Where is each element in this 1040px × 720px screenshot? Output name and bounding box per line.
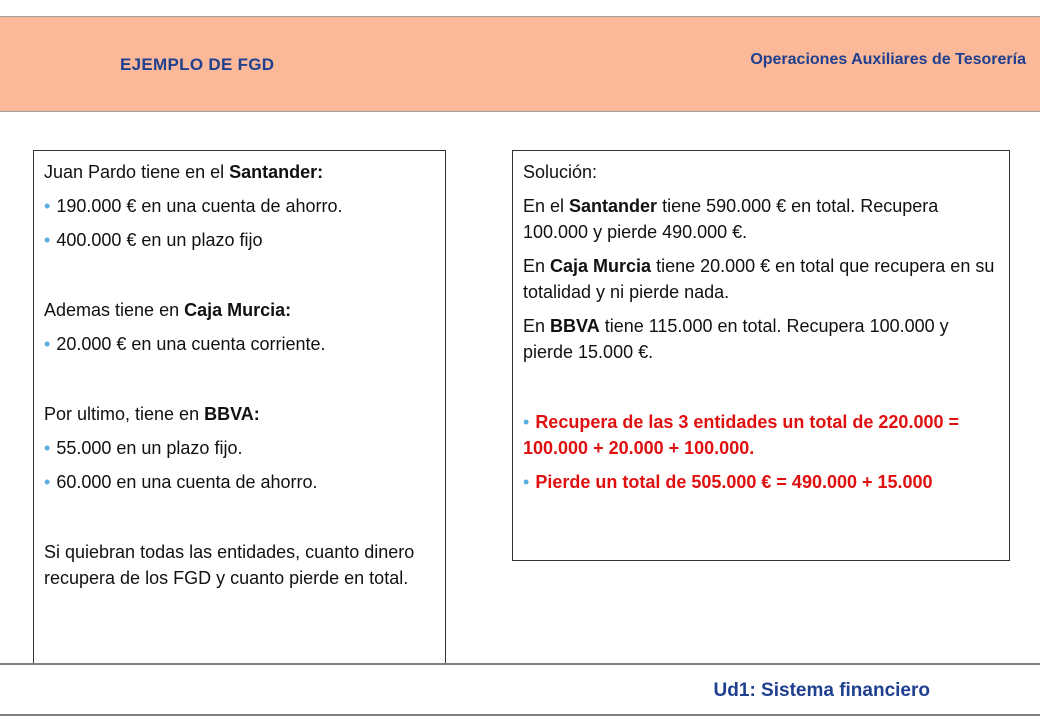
bbva-line: Por ultimo, tiene en BBVA: bbox=[44, 404, 260, 424]
bank-bbva: BBVA: bbox=[204, 404, 260, 424]
list-item: • 60.000 en una cuenta de ahorro. bbox=[44, 469, 435, 495]
solution-bbva: En BBVA tiene 115.000 en total. Recupera 100.000 y pierde 15.000 €. bbox=[523, 316, 949, 362]
murcia-line: Ademas tiene en Caja Murcia: bbox=[44, 300, 292, 320]
slide-title: EJEMPLO DE FGD bbox=[120, 55, 275, 74]
solution-caja-murcia: En Caja Murcia tiene 20.000 € en total que recupera en su totalidad y ni pierde nada. bbox=[523, 256, 995, 302]
list-item: • 190.000 € en una cuenta de ahorro. bbox=[44, 193, 435, 219]
bank-santander: Santander: bbox=[229, 162, 324, 182]
footer-divider-bottom bbox=[0, 714, 1040, 716]
list-item: • 20.000 € en una cuenta corriente. bbox=[44, 331, 435, 357]
course-subtitle: Operaciones Auxiliares de Tesorería bbox=[750, 51, 1026, 68]
solution-box bbox=[512, 150, 1010, 561]
footer-divider-top bbox=[0, 663, 1040, 665]
footer-unit-label: Ud1: Sistema financiero bbox=[713, 680, 930, 701]
list-item: • 55.000 en un plazo fijo. bbox=[44, 435, 435, 461]
result-recover: • Recupera de las 3 entidades un total de 220.000 = 100.000 + 20.000 + 100.000. bbox=[523, 409, 999, 461]
solution-heading: Solución: bbox=[523, 162, 598, 182]
header-bar bbox=[0, 16, 1040, 112]
bank-caja-murcia: Caja Murcia: bbox=[184, 300, 292, 320]
result-lose: • Pierde un total de 505.000 € = 490.000 + 15.000 bbox=[523, 469, 999, 495]
exercise-statement-box bbox=[33, 150, 446, 665]
question-text: Si quiebran todas las entidades, cuanto dinero recupera de los FGD y cuanto pierde en total. bbox=[44, 542, 415, 588]
solution-santander: En el Santander tiene 590.000 € en total. Recupera 100.000 y pierde 490.000 €. bbox=[523, 196, 939, 242]
intro-line: Juan Pardo tiene en el Santander: bbox=[44, 162, 324, 182]
list-item: • 400.000 € en un plazo fijo bbox=[44, 227, 435, 253]
